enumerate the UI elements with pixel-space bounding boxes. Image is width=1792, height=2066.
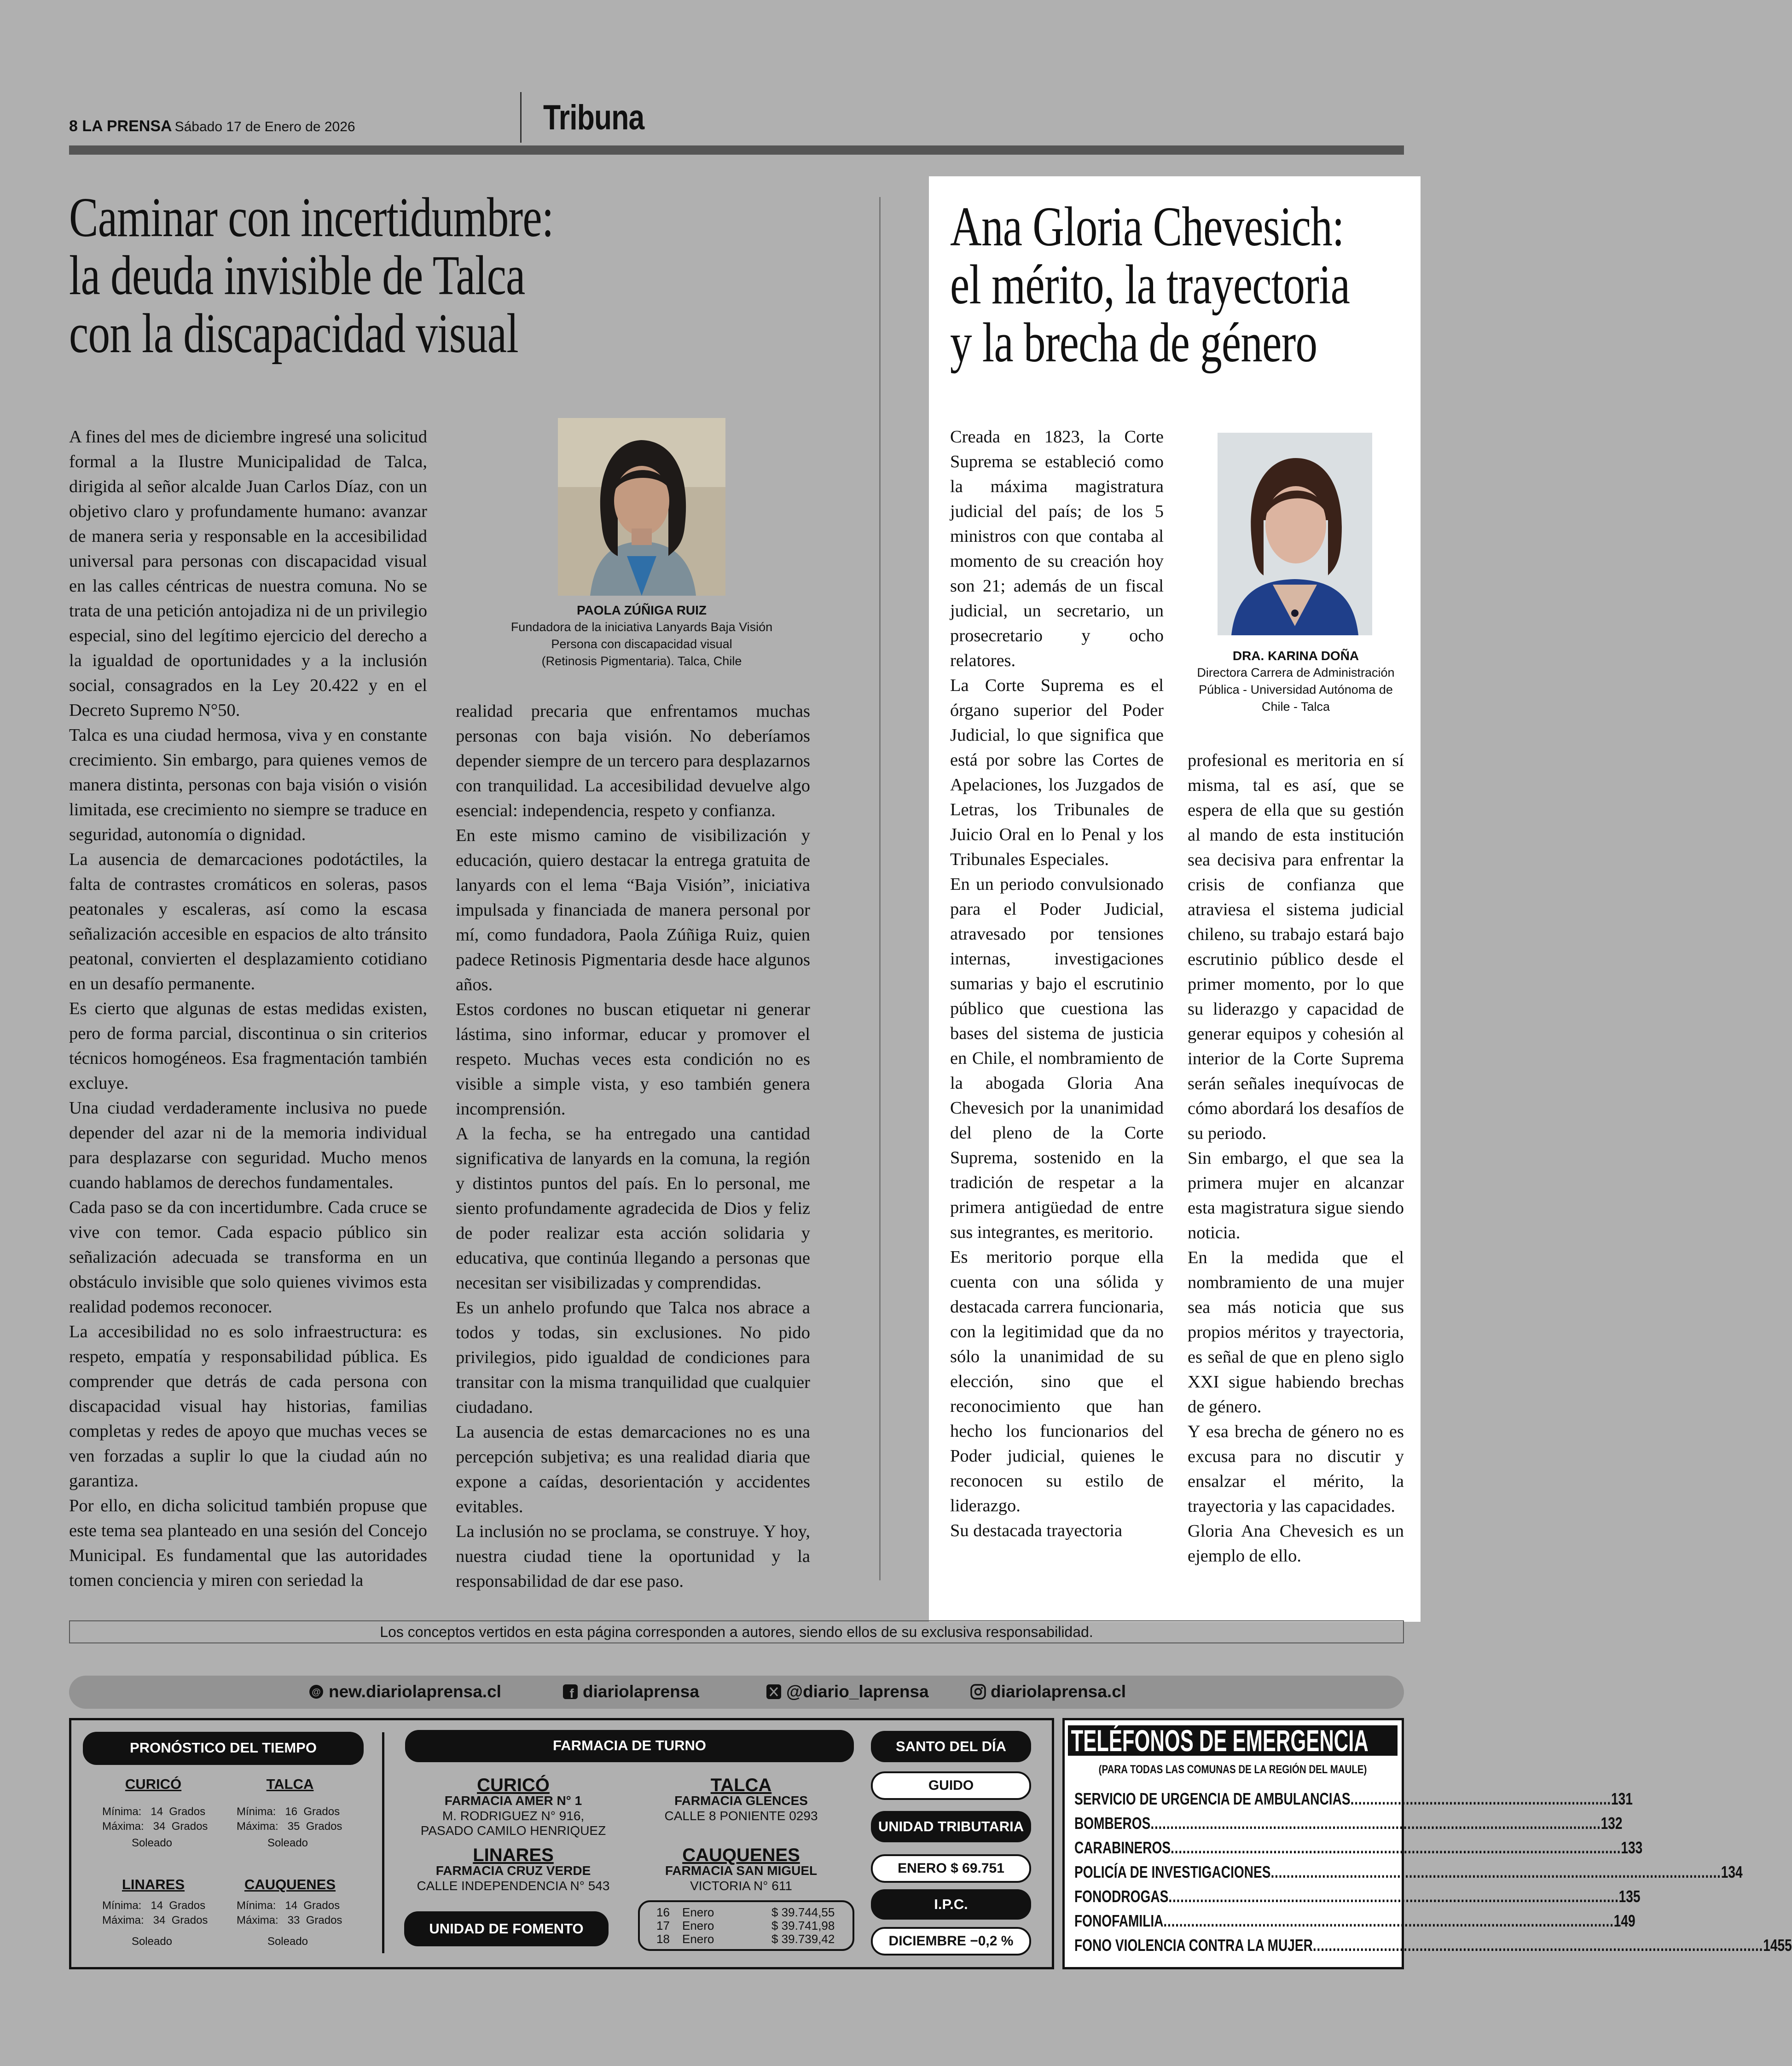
headline-line: con la discapacidad visual: [69, 302, 518, 365]
pharmacy-address: VICTORIA N° 611: [690, 1879, 792, 1893]
instagram-icon: [970, 1684, 986, 1700]
paragraph: Por ello, en dicha solicitud también propuse que este tema sea planteado en una sesión del Concejo Municipal. Es fundamental que las autoridades tomen conciencia y miren con seriedad la: [69, 1496, 427, 1590]
photo-caption-paola: [488, 602, 795, 670]
right-article-headline: [950, 198, 1350, 372]
leader-dots: ..................................................................................................................: [1270, 1863, 1721, 1881]
emergency-row: [1074, 1936, 1792, 1955]
uf-value: $ 39.744,55: [771, 1905, 835, 1919]
headline-line: y la brecha de género: [950, 312, 1317, 374]
emergency-subtitle: (PARA TODAS LAS COMUNAS DE LA REGIÓN DEL MAULE): [1098, 1763, 1367, 1776]
web-link[interactable]: [308, 1682, 501, 1701]
paragraph: A fines del mes de diciembre ingresé una solicitud formal a la Ilustre Municipalidad de Talca, dirigida al señor alcalde Juan Carlos Díaz, con un objetivo claro y profundamente humano: avanzar de manera seria y responsable en la accesibilidad universal para personas con discapacidad visual en las calles céntricas de nuestra comuna. No se trata de una petición antojadiza ni de un privilegio especial, sino del legítimo ejercicio del derecho a la igualdad de oportunidades y a la inclusión social, consagrados en la Ley 20.422 y en el Decreto Supremo N°50.: [69, 427, 427, 720]
emergency-row: [1074, 1911, 1635, 1930]
weather-city: CAUQUENES: [244, 1876, 336, 1892]
issue-date: Sábado 17 de Enero de 2026: [174, 119, 355, 134]
weather-max: Máxima: 34 Grados: [102, 1820, 208, 1833]
emergency-title-text: TELÉFONOS DE EMERGENCIA: [1071, 1724, 1369, 1758]
headline-line: el mérito, la trayectoria: [950, 254, 1350, 316]
uf-month: Enero: [682, 1932, 714, 1946]
emergency-row: [1074, 1838, 1643, 1857]
emergency-label: BOMBEROS: [1074, 1814, 1151, 1833]
paragraph: Es meritorio porque ella cuenta con una sólida y destacada carrera funcionaria, con la legitimidad que da no sólo la unanimidad de su elección, sino que el reconocimiento que han hecho los funcionarios del Poder judicial, quienes le reconocen su estilo de liderazgo.: [950, 1248, 1164, 1515]
emergency-row: [1074, 1887, 1641, 1906]
weather-min: Mínima: 14 Grados: [102, 1805, 206, 1818]
emergency-row: [1074, 1814, 1623, 1833]
author-photo-paola: [558, 418, 725, 596]
weather-min: Mínima: 14 Grados: [237, 1899, 340, 1912]
paragraph: En este mismo camino de visibilización y educación, quiero destacar la entrega gratuita de lanyards con el lema “Baja Visión”, iniciativa impulsada y financiada de manera personal por mí, como fundadora, Paola Zúñiga Ruiz, quien padece Retinosis Pigmentaria desde hace algunos años.: [456, 826, 810, 994]
uf-month: Enero: [682, 1919, 714, 1933]
paragraph: En la medida que el nombramiento de una mujer sea más noticia que sus propios méritos y trayectoria, es señal de que en pleno siglo XXI sigue habiendo brechas de género.: [1188, 1248, 1404, 1416]
uf-day: 18: [656, 1932, 670, 1946]
header-separator: [520, 92, 522, 143]
at-globe-icon: [308, 1684, 324, 1700]
utm-value: ENERO $ 69.751: [871, 1854, 1031, 1883]
weather-city: TALCA: [266, 1776, 314, 1792]
emergency-row: [1074, 1863, 1743, 1881]
pharmacy-name: FARMACIA GLENCES: [674, 1793, 808, 1808]
weather-max: Máxima: 33 Grados: [237, 1914, 342, 1927]
paragraph: La ausencia de estas demarcaciones no es una percepción subjetiva; es una realidad diaria que expone a caídas, desorientación y accidentes evitables.: [456, 1422, 810, 1516]
utm-title: UNIDAD TRIBUTARIA: [871, 1811, 1031, 1842]
leader-dots: ..................................................................................................................: [1168, 1887, 1619, 1906]
weather-sky: Soleado: [131, 1935, 173, 1948]
paragraph: realidad precaria que enfrentamos muchas personas con baja visión. No deberíamos depender siempre de un tercero para desplazarnos con tranquilidad. La accesibilidad devuelve algo esencial: independencia, respeto y confianza.: [456, 702, 810, 820]
emergency-label: FONOFAMILIA: [1074, 1911, 1164, 1930]
emergency-label: FONODROGAS: [1074, 1887, 1169, 1906]
page-number: 8: [69, 117, 78, 135]
facebook-icon: [563, 1684, 578, 1700]
uf-row: [656, 1933, 853, 1946]
paragraph: Su destacada trayectoria: [950, 1521, 1123, 1540]
paragraph: Y esa brecha de género no es excusa para no discutir y ensalzar el mérito, la trayectoria y las capacidades.: [1188, 1422, 1404, 1516]
leader-dots: ..................................................................................................................: [1312, 1936, 1763, 1955]
paragraph: Gloria Ana Chevesich es un ejemplo de ello.: [1188, 1521, 1404, 1566]
right-article-column-2: [1188, 748, 1404, 1568]
ipc-value: DICIEMBRE −0,2 %: [871, 1927, 1031, 1956]
emergency-label: CARABINEROS: [1074, 1838, 1171, 1857]
caption-line: Directora Carrera de Administración: [1197, 666, 1395, 679]
disclaimer: Los conceptos vertidos en esta página corresponden a autores, siendo ellos de su exclusiva responsabilidad.: [69, 1620, 1404, 1643]
right-article-column-1: [950, 424, 1164, 1543]
uf-day: 16: [656, 1905, 670, 1919]
x-icon: [766, 1684, 782, 1700]
paragraph: Talca es una ciudad hermosa, viva y en constante crecimiento. Sin embargo, para quienes vemos de manera distinta, personas con baja visión o visión limitada, ese crecimiento no siempre se traduce en seguridad, autonomía o dignidad.: [69, 725, 427, 844]
pharmacy-name: FARMACIA SAN MIGUEL: [665, 1863, 818, 1878]
pharmacy-address: CALLE INDEPENDENCIA N° 543: [417, 1879, 610, 1893]
paragraph: profesional es meritoria en sí misma, tal es así, que se espera de ella que su gestión al mando de esta institución sea decisiva para enfrentar la crisis de confianza que atraviesa el sistema judicial chileno, su trabajo estará bajo escrutinio público desde el primer momento, por lo que su liderazgo y capacidad de generar equipos y cohesión al interior de la Corte Suprema serán señales inequívocas de cómo abordará los desafíos de su periodo.: [1188, 751, 1404, 1143]
ipc-title: I.P.C.: [871, 1889, 1031, 1920]
caption-line: Persona con discapacidad visual: [551, 637, 732, 651]
instagram-link[interactable]: [970, 1682, 1126, 1701]
author-photo-karina: [1218, 433, 1372, 635]
uf-row: [656, 1906, 853, 1919]
headline-line: Caminar con incertidumbre:: [69, 186, 554, 249]
uf-title: UNIDAD DE FOMENTO: [404, 1911, 609, 1946]
pharmacy-name: FARMACIA AMER N° 1: [444, 1793, 582, 1808]
pharmacy-city: TALCA: [710, 1775, 772, 1795]
paragraph: La Corte Suprema es el órgano superior del Poder Judicial, lo que significa que está por sobre las Cortes de Apelaciones, los Juzgados de Letras, los Tribunales de Juicio Oral en lo Penal y los Tribunales Especiales.: [950, 676, 1164, 869]
headline-line: Ana Gloria Chevesich:: [950, 196, 1344, 258]
caption-line: Chile - Talca: [1261, 700, 1330, 714]
weather-sky: Soleado: [131, 1837, 173, 1849]
paragraph: Creada en 1823, la Corte Suprema se estableció como la máxima magistratura judicial del país; de los 5 ministros con que contaba al momento de su creación hoy son 21; además de un fiscal judicial, un secretario, un prosecretario y ocho relatores.: [950, 427, 1164, 670]
paragraph: La inclusión no se proclama, se construye. Y hoy, nuestra ciudad tiene la oportunidad y la responsabilidad de dar ese paso.: [456, 1522, 810, 1591]
pharmacy-title: FARMACIA DE TURNO: [405, 1730, 854, 1762]
paragraph: Es cierto que algunas de estas medidas existen, pero de forma parcial, discontinua o sin criterios técnicos homogéneos. Esa fragmentación también excluye.: [69, 999, 427, 1093]
emergency-number: 134: [1721, 1863, 1743, 1881]
x-label: @diario_laprensa: [786, 1682, 929, 1701]
paragraph: La accesibilidad no es solo infraestructura: es respeto, empatía y responsabilidad pública. Es comprender que detrás de cada persona con discapacidad visual hay historias, familias completas y redes de apoyo que muchas veces se ven forzadas a suplir lo que la ciudad aún no garantiza.: [69, 1322, 427, 1491]
column-divider: [879, 197, 881, 1580]
paragraph: Cada paso se da con incertidumbre. Cada cruce se vive con temor. Cada espacio público sin señalización adecuada se transforma en un obstáculo invisible que solo quienes vivimos esta realidad podemos reconocer.: [69, 1198, 427, 1317]
emergency-number: 133: [1621, 1838, 1643, 1857]
left-article-column-1: [69, 424, 427, 1593]
portrait-image: [1218, 433, 1372, 635]
pharmacy-address: M. RODRIGUEZ N° 916,: [442, 1809, 585, 1823]
svg-text:@: @: [312, 1687, 321, 1697]
uf-day: 17: [656, 1919, 670, 1933]
uf-value: $ 39.739,42: [771, 1932, 835, 1946]
paragraph: La ausencia de demarcaciones podotáctiles, la falta de contrastes cromáticos en soleras, pasos peatonales y escaleras, así como la escasa señalización accesible en espacios de alto tránsito peatonal, convierten el desplazamiento cotidiano en un desafío permanente.: [69, 850, 427, 993]
left-article-headline: [69, 186, 554, 365]
paragraph: Estos cordones no buscan etiquetar ni generar lástima, sino informar, educar y promover el respeto. Muchas veces esta condición no es visible a simple vista, y eso también genera incomprensión.: [456, 1000, 810, 1119]
publication-name: LA PRENSA: [82, 117, 172, 135]
facebook-link[interactable]: [563, 1682, 699, 1701]
leader-dots: ..................................................................................................................: [1163, 1911, 1614, 1930]
caption-name: PAOLA ZÚÑIGA RUIZ: [576, 603, 707, 617]
instagram-label: diariolaprensa.cl: [991, 1682, 1126, 1701]
section-title: Tribuna: [543, 98, 644, 137]
paragraph: Sin embargo, el que sea la primera mujer en alcanzar esta magistratura sigue siendo noticia.: [1188, 1149, 1404, 1242]
web-link-label: new.diariolaprensa.cl: [329, 1682, 501, 1701]
saint-name: GUIDO: [871, 1771, 1031, 1800]
weather-city: LINARES: [122, 1876, 185, 1892]
caption-line: Fundadora de la iniciativa Lanyards Baja Visión: [510, 620, 773, 634]
weather-min: Mínima: 14 Grados: [102, 1899, 206, 1912]
pharmacy-address: PASADO CAMILO HENRIQUEZ: [420, 1823, 606, 1838]
emergency-number: 1455: [1763, 1936, 1792, 1955]
box-divider: [382, 1732, 384, 1953]
uf-table: [638, 1900, 854, 1951]
pharmacy-address: CALLE 8 PONIENTE 0293: [664, 1809, 818, 1823]
left-article-column-2: [456, 699, 810, 1594]
uf-value: $ 39.741,98: [771, 1919, 835, 1933]
headline-line: la deuda invisible de Talca: [69, 244, 525, 307]
x-link[interactable]: [766, 1682, 929, 1701]
uf-month: Enero: [682, 1905, 714, 1919]
uf-row: [656, 1919, 853, 1933]
emergency-number: 132: [1601, 1814, 1623, 1833]
emergency-number: 131: [1611, 1789, 1633, 1808]
caption-line: (Retinosis Pigmentaria). Talca, Chile: [541, 654, 742, 668]
saint-title: SANTO DEL DÍA: [871, 1731, 1031, 1762]
emergency-number: 135: [1618, 1887, 1641, 1906]
svg-text:f: f: [569, 1686, 574, 1700]
emergency-label: FONO VIOLENCIA CONTRA LA MUJER: [1074, 1936, 1313, 1955]
weather-min: Mínima: 16 Grados: [237, 1805, 340, 1818]
emergency-label: POLICÍA DE INVESTIGACIONES: [1074, 1863, 1271, 1881]
pharmacy-city: CURICÓ: [477, 1775, 550, 1795]
header-rule: [69, 145, 1404, 155]
paragraph: En un periodo convulsionado para el Poder Judicial, atravesado por tensiones internas, investigaciones sumarias y bajo el escrutinio público que cuestiona las bases del sistema de justicia en Chile, el nombramiento de la abogada Gloria Ana Chevesich por la unanimidad del pleno de la Corte Suprema, sostenido en la tradición de respetar a la primera antigüedad de entre sus integrantes, es meritorio.: [950, 875, 1164, 1242]
caption-line: Pública - Universidad Autónoma de: [1199, 683, 1393, 696]
leader-dots: ..................................................................................................................: [1150, 1814, 1601, 1833]
emergency-title: [1068, 1725, 1398, 1756]
leader-dots: ..................................................................: [1350, 1789, 1612, 1808]
pharmacy-city: CAUQUENES: [682, 1845, 800, 1865]
photo-caption-karina: [1176, 647, 1415, 715]
weather-title: PRONÓSTICO DEL TIEMPO: [83, 1732, 364, 1765]
weather-max: Máxima: 35 Grados: [237, 1820, 342, 1833]
weather-city: CURICÓ: [125, 1776, 182, 1792]
portrait-image: [558, 418, 725, 596]
weather-sky: Soleado: [267, 1935, 308, 1948]
paragraph: Una ciudad verdaderamente inclusiva no puede depender del azar ni de la memoria individual para desplazarse con seguridad. Mucho menos cuando hablamos de derechos fundamentales.: [69, 1098, 427, 1192]
facebook-label: diariolaprensa: [583, 1682, 699, 1701]
pharmacy-name: FARMACIA CRUZ VERDE: [435, 1863, 591, 1878]
leader-dots: ..................................................................................................................: [1171, 1838, 1621, 1857]
pharmacy-city: LINARES: [473, 1845, 554, 1865]
paragraph: A la fecha, se ha entregado una cantidad significativa de lanyards en la comuna, la región y distintos puntos del país. En lo personal, me siento profundamente agradecida de Dios y feliz de poder realizar esta acción solidaria y educativa, que continúa llegando a personas que necesitan ser visibilizadas y comprendidas.: [456, 1124, 810, 1293]
page-header-info: [69, 117, 355, 135]
emergency-number: 149: [1613, 1911, 1635, 1930]
paragraph: Es un anhelo profundo que Talca nos abrace a todos y todas, sin exclusiones. No pido privilegios, pido igualdad de condiciones para transitar con la misma tranquilidad que cualquier ciudadano.: [456, 1298, 810, 1417]
emergency-row: [1074, 1789, 1633, 1808]
weather-max: Máxima: 34 Grados: [102, 1914, 208, 1927]
social-bar: [69, 1676, 1404, 1709]
weather-sky: Soleado: [267, 1837, 308, 1849]
emergency-label: SERVICIO DE URGENCIA DE AMBULANCIAS: [1074, 1789, 1351, 1808]
caption-name: DRA. KARINA DOÑA: [1232, 649, 1359, 663]
